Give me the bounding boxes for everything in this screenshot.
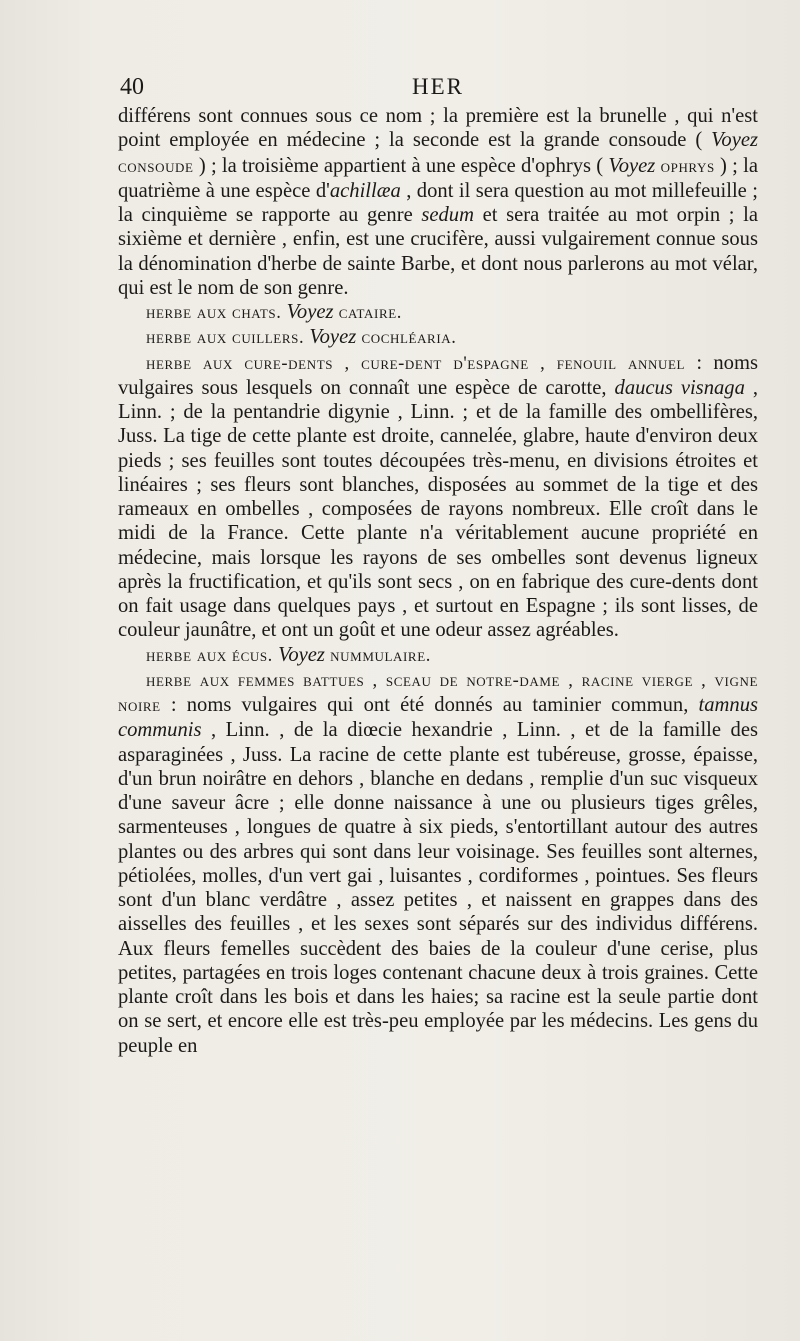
headword: herbe aux cuillers. xyxy=(146,327,305,349)
italic-text: Voyez xyxy=(608,154,656,177)
headword: cataire. xyxy=(333,302,403,323)
text-run: : noms vulgaires sous lesquels on connaît une espèce de carotte, xyxy=(118,351,758,399)
dictionary-entry xyxy=(118,300,758,325)
headword: consoude xyxy=(118,155,194,177)
text-run: ) ; la troisième appartient à une espèce d'ophrys ( xyxy=(193,154,609,177)
italic-text: Voyez xyxy=(286,301,334,323)
text-run: , dont il sera question au mot millefeuille ; la cinquième se rapporte au genre xyxy=(118,179,758,226)
text-run: , Linn. ; de la pentandrie digynie , Linn. ; et de la famille des ombellifères, Juss. La tige de cette plante est droite, cannelée, glabre, haute d'environ deux pieds ; ses feuilles sont toutes découpées très-menu, en divisions étroites et linéaires ; ses fleurs sont blanches, disposées au sommet de la tige et des rameaux en ombelles , composées de rayons nombreux. Elle croît dans le midi de la France. Cette plante n'a véritablement aucune propriété en médecine, mais lorsque les rayons de ses ombelles sont devenus ligneux après la fructification, et qu'ils sont secs , on en fabrique des cure-dents dont on fait usage dans quelques pays , et surtout en Espagne ; ils sont lisses, de couleur jaunâtre, et ont un goût et une odeur assez agréables. xyxy=(118,376,758,642)
headword: herbe aux chats. xyxy=(146,302,282,323)
dictionary-entry xyxy=(118,325,758,350)
italic-text: Voyez xyxy=(278,643,325,666)
page-number: 40 xyxy=(120,74,144,100)
italic-text: tamnus communis xyxy=(118,694,758,742)
body-text xyxy=(118,104,758,1058)
italic-text: Voyez xyxy=(711,129,758,152)
text-run: : noms vulgaires qui ont été donnés au taminier commun, xyxy=(160,694,699,716)
headword: nummulaire. xyxy=(324,644,431,666)
headword: ophrys xyxy=(655,155,715,177)
dictionary-entry xyxy=(118,351,758,643)
headword: herbe aux cure-dents , cure-dent d'espagne , fenouil annuel xyxy=(146,352,686,374)
text-run: , Linn. , de la diœcie hexandrie , Linn. , et de la famille des asparaginées , Juss. La racine de cette plante est tubéreuse, grosse, épaisse, d'un brun noirâtre en dehors , blanche en dedans , remplie d'un suc visqueux d'une saveur âcre ; elle donne naissance à une ou plusieurs tiges grêles, sarmenteuses , longues de quatre à six pieds, s'entortillant autour des autres plantes ou des arbres qui sont dans leur voisinage. Ses feuilles sont alternes, pétiolées, molles, d'un vert gai , luisantes , cordiformes , pointues. Ses fleurs sont d'un blanc verdâtre , assez petites , et naissent en grappes dans des aisselles des feuilles , et les sexes sont séparés sur des individus différens. Aux fleurs femelles succèdent des baies de la couleur d'une cerise, plus petites, partagées en trois loges contenant chacune deux à trois graines. Cette plante croît dans les bois et dans les haies; sa racine est la seule partie dont on se sert, et encore elle est très-peu employée par les médecins. Les gens du peuple en xyxy=(118,719,758,1057)
italic-text: daucus visnaga xyxy=(614,376,745,399)
italic-text: achillæa xyxy=(329,179,401,202)
dictionary-entry xyxy=(118,668,758,1058)
headword: herbe aux femmes battues , sceau de notre-dame , racine vierge , vigne noire xyxy=(118,669,758,716)
continued-paragraph xyxy=(118,104,758,300)
page-header xyxy=(118,74,758,108)
headword: herbe aux écus. xyxy=(146,644,273,666)
text-run: et sera traitée au mot orpin ; la sixième et dernière , enfin, est une crucifère, aussi vulgairement connue sous la dénomination d'herbe de sainte Barbe, et dont nous parlerons au mot vélar, qui est le nom de son genre. xyxy=(118,204,758,299)
running-head: HER xyxy=(412,74,464,99)
text-run: différens sont connues sous ce nom ; la première est la brunelle , qui n'est point employée en médecine ; la seconde est la grande consoude ( xyxy=(118,105,758,152)
italic-text: sedum xyxy=(421,204,474,226)
italic-text: Voyez xyxy=(309,326,357,349)
headword: cochléaria. xyxy=(356,327,457,349)
text-run: ) ; la quatrième à une espèce d' xyxy=(118,154,758,202)
dictionary-entry xyxy=(118,643,758,668)
